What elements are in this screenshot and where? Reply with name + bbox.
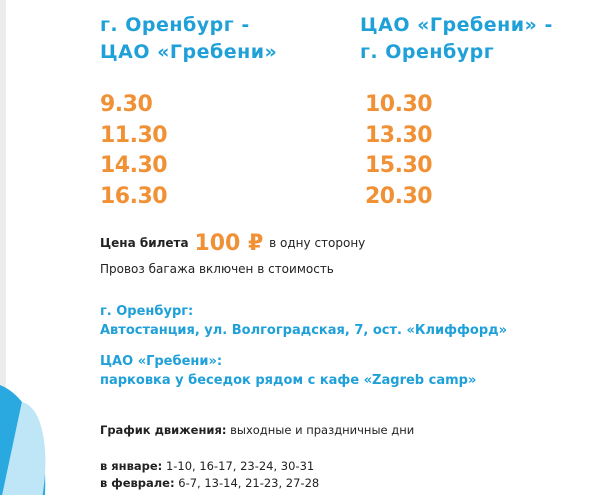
route-title-line: г. Оренбург - — [100, 14, 250, 36]
month-row-february — [100, 476, 319, 490]
stop-address: Автостанция, ул. Волгоградская, 7, ост. «Клиффорд» — [100, 323, 508, 338]
price-label: Цена билета — [100, 236, 189, 250]
departure-times-left — [100, 90, 167, 212]
stop-name: г. Оренбург: — [100, 304, 194, 319]
month-row-january — [100, 459, 314, 473]
decorative-wave-shape — [0, 375, 60, 495]
month-dates: 6-7, 13-14, 21-23, 27-28 — [178, 476, 320, 490]
schedule-value: выходные и праздничные дни — [230, 423, 415, 437]
route-title-line: ЦАО «Гребени» — [100, 41, 278, 63]
schedule-label: График движения: — [100, 423, 227, 437]
stop-address: парковка у беседок рядом с кафе «Zagreb camp» — [100, 373, 477, 388]
departure-time: 13.30 — [365, 122, 433, 148]
stop-grebeni — [100, 352, 476, 390]
month-label: в феврале: — [100, 476, 175, 490]
route-title-line: г. Оренбург — [360, 41, 495, 63]
price-suffix: в одну сторону — [269, 236, 366, 250]
route-title-line: ЦАО «Гребени» - — [360, 14, 553, 36]
route-title-grebeni-to-orenburg — [360, 12, 590, 66]
departure-times-right — [365, 90, 432, 212]
month-label: в январе: — [100, 459, 163, 473]
stop-name: ЦАО «Гребени»: — [100, 354, 223, 369]
departure-time: 9.30 — [100, 92, 153, 117]
departure-time: 20.30 — [365, 183, 433, 209]
stop-orenburg — [100, 302, 507, 340]
schedule-info — [100, 423, 414, 437]
departure-time: 15.30 — [365, 153, 433, 178]
departure-time: 11.30 — [100, 122, 168, 148]
price-amount: 100 ₽ — [194, 231, 264, 256]
departure-time: 14.30 — [100, 153, 168, 178]
route-title-orenburg-to-grebeni — [100, 12, 340, 66]
month-dates: 1-10, 16-17, 23-24, 30-31 — [165, 459, 315, 473]
departure-time: 10.30 — [365, 92, 433, 117]
departure-time: 16.30 — [100, 183, 168, 209]
luggage-note: Провоз багажа включен в стоимость — [100, 262, 334, 276]
ticket-price — [100, 231, 366, 256]
